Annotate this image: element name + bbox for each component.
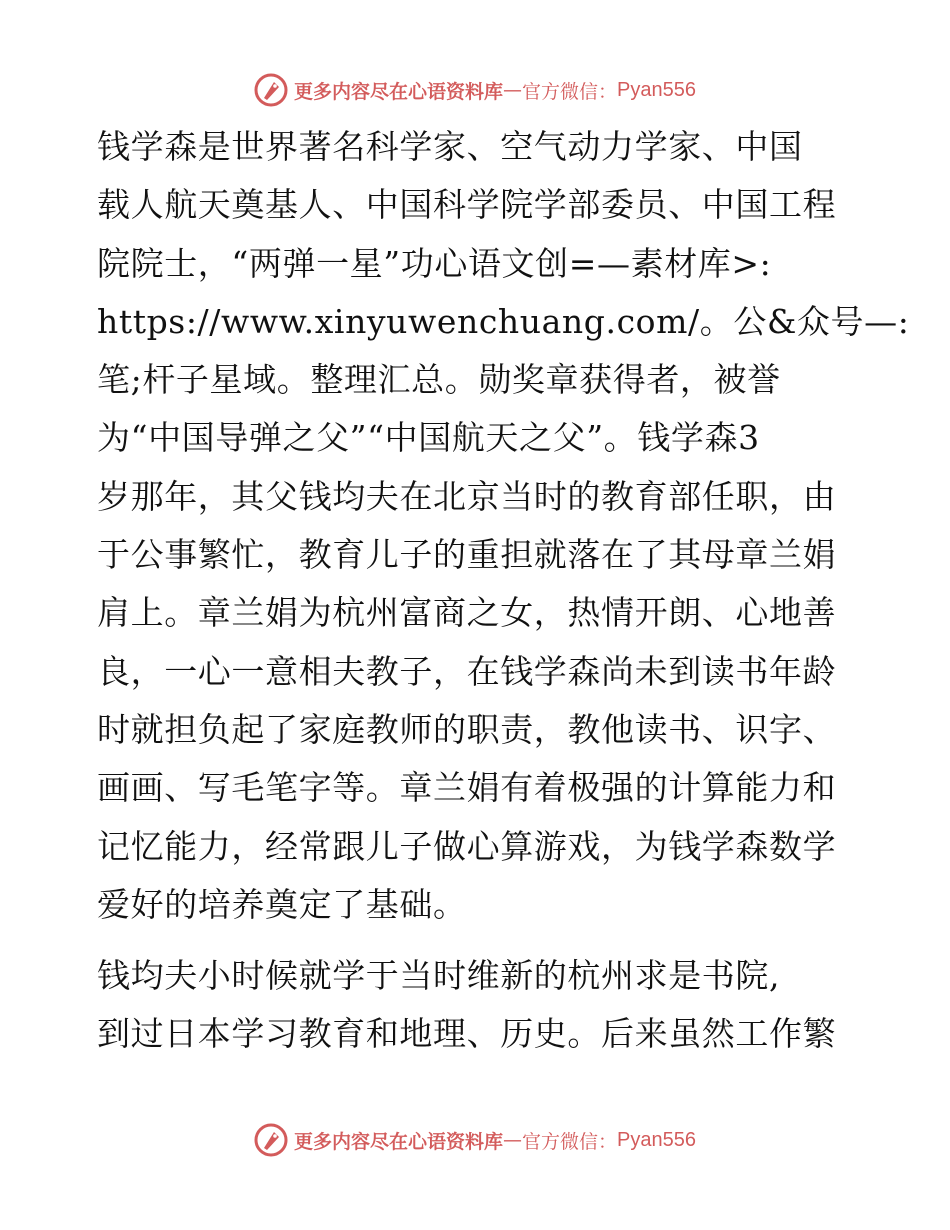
text-line: 于公事繁忙，教育儿子的重担就落在了其母章兰娟 <box>97 535 837 575</box>
text-line: 画画、写毛笔字等。章兰娟有着极强的计算能力和 <box>97 768 837 808</box>
banner-dash: — <box>503 1129 523 1151</box>
footer-banner <box>0 1120 950 1160</box>
text-line: 载人航天奠基人、中国科学院学部委员、中国工程 <box>97 185 837 225</box>
text-line: 岁那年，其父钱均夫在北京当时的教育部任职，由 <box>97 476 837 516</box>
text-line: 钱学森是世界著名科学家、空气动力学家、中国 <box>97 127 803 166</box>
text-line: 记忆能力，经常跟儿子做心算游戏，为钱学森数学 <box>97 826 837 866</box>
document-body <box>97 118 910 1064</box>
paragraph-1 <box>97 118 910 934</box>
banner-dash: — <box>503 79 523 101</box>
pen-nib-circle-logo <box>254 73 288 107</box>
text-line: 良，一心一意相夫教子，在钱学森尚未到读书年龄 <box>97 651 837 691</box>
banner-wechat-label: 官方微信： <box>522 1130 618 1153</box>
text-line: 院院士，“两弹一星”功心语文创=—素材库>: <box>97 243 772 283</box>
banner-lead-text: 更多内容尽在心语资料库 <box>294 1130 504 1153</box>
text-line: 爱好的培养奠定了基础。 <box>97 884 467 924</box>
header-banner <box>0 70 950 110</box>
paragraph-2 <box>97 947 857 1064</box>
text-line: 笔;杆子星域。整理汇总。勋奖章获得者，被誉 <box>97 360 781 400</box>
text-line-url: https://www.xinyuwenchuang.com/。公&众号—: <box>97 301 910 341</box>
banner-wechat-label: 官方微信： <box>522 80 618 103</box>
text-line: 肩上。章兰娟为杭州富商之女，热情开朗、心地善 <box>97 593 837 633</box>
text-line: 钱均夫小时候就学于当时维新的杭州求是书院, <box>97 956 781 996</box>
text-line: 时就担负起了家庭教师的职责，教他读书、识字、 <box>97 709 837 749</box>
banner-wechat-handle: Pyan556 <box>617 78 696 101</box>
banner-wechat-handle: Pyan556 <box>617 1128 696 1151</box>
text-line: 为“中国导弹之父”“中国航天之父”。钱学森3 <box>97 418 760 458</box>
pen-nib-circle-logo <box>254 1123 288 1157</box>
text-line: 到过日本学习教育和地理、历史。后来虽然工作繁 <box>97 1014 837 1054</box>
banner-lead-text: 更多内容尽在心语资料库 <box>294 80 504 103</box>
